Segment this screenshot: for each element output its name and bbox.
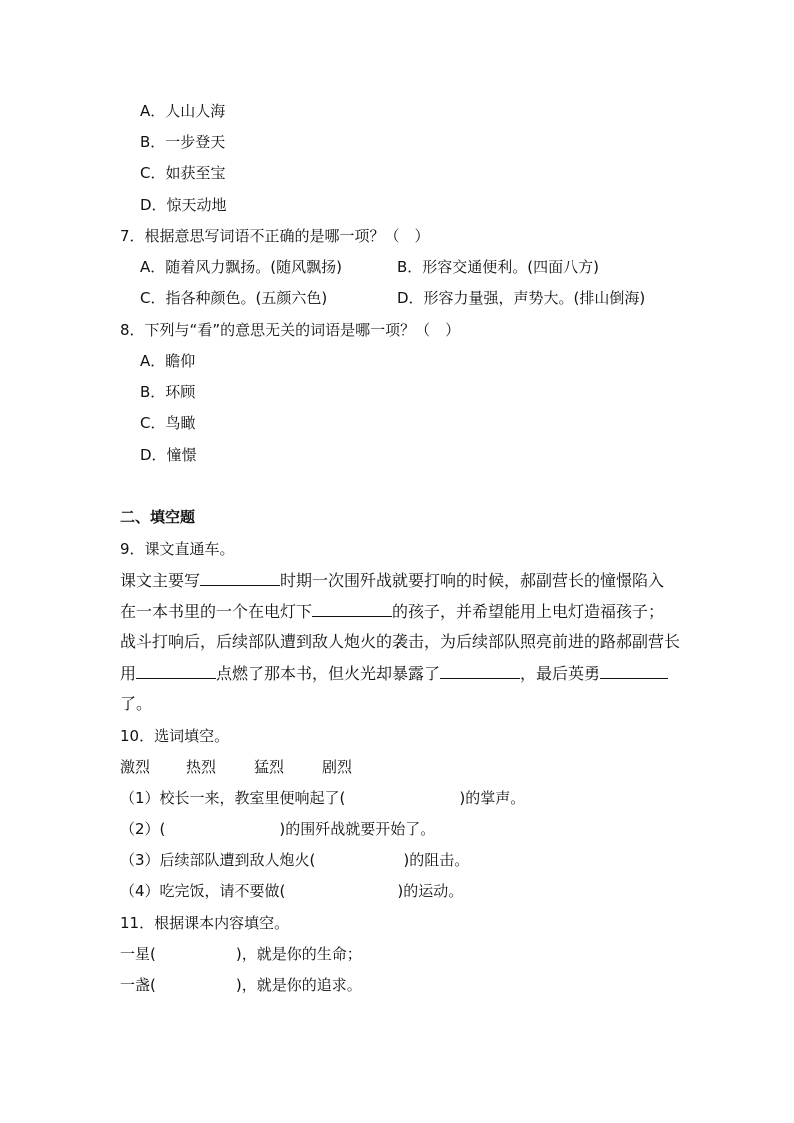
question-8-stem: 8．下列与“看”的意思无关的词语是哪一项？（ ） xyxy=(120,321,461,339)
prev-option-d: D．惊天动地 xyxy=(140,196,227,214)
text: 一盏( xyxy=(120,976,156,994)
question-7-option-b: B．形容交通便利。(四面八方) xyxy=(397,258,599,276)
question-9-stem: 9．课文直通车。 xyxy=(120,540,235,558)
text: （1）校长一来，教室里便响起了( xyxy=(120,789,346,807)
question-7-option-d: D．形容力量强，声势大。(排山倒海) xyxy=(397,289,646,307)
question-9-line-1 xyxy=(120,570,664,590)
text: 点燃了那本书，但火光却暴露了 xyxy=(216,664,441,683)
prev-option-b: B．一步登天 xyxy=(140,133,226,151)
text: )的运动。 xyxy=(397,882,464,900)
prev-option-c: C．如获至宝 xyxy=(140,164,226,182)
prev-option-a: A．人山人海 xyxy=(140,102,226,120)
word-choice: 猛烈 xyxy=(254,758,285,776)
text: )的围歼战就要开始了。 xyxy=(279,820,436,838)
question-8-option-d: D．憧憬 xyxy=(140,446,197,464)
question-10-item-1 xyxy=(120,788,525,808)
question-10-item-3 xyxy=(120,850,469,870)
question-7-stem: 7．根据意思写词语不正确的是哪一项？（ ） xyxy=(120,227,430,245)
fill-blank[interactable] xyxy=(136,663,216,679)
section-title: 二、填空题 xyxy=(120,508,196,526)
question-9-line-2 xyxy=(120,601,664,621)
question-10-item-4 xyxy=(120,881,463,901)
text: )，就是你的生命； xyxy=(235,945,362,963)
question-11-line-2 xyxy=(120,975,362,995)
text: )，就是你的追求。 xyxy=(235,976,362,994)
word-choice: 热烈 xyxy=(186,758,217,776)
text: 用 xyxy=(120,664,137,683)
text: 的孩子，并希望能用上电灯造福孩子； xyxy=(392,602,665,621)
text: )的阻击。 xyxy=(403,851,470,869)
text: 时期一次围歼战就要打响的时候，郝副营长的憧憬陷入 xyxy=(280,571,665,590)
fill-blank[interactable] xyxy=(600,663,668,679)
fill-blank[interactable] xyxy=(200,570,280,586)
question-9-line-5: 了。 xyxy=(120,694,153,713)
text: 课文主要写 xyxy=(120,571,201,590)
text: 在一本书里的一个在电灯下 xyxy=(120,602,313,621)
text: （4）吃完饭，请不要做( xyxy=(120,882,286,900)
question-9-line-3: 战斗打响后，后续部队遭到敌人炮火的袭击，为后续部队照亮前进的路郝副营长 xyxy=(120,632,681,651)
question-10-stem: 10．选词填空。 xyxy=(120,727,230,745)
question-7-option-c: C．指各种颜色。(五颜六色) xyxy=(140,289,328,307)
question-11-stem: 11．根据课本内容填空。 xyxy=(120,914,290,932)
text: 一星( xyxy=(120,945,156,963)
text: （3）后续部队遭到敌人炮火( xyxy=(120,851,316,869)
question-8-option-c: C．鸟瞰 xyxy=(140,414,196,432)
text: ，最后英勇 xyxy=(520,664,601,683)
text: )的掌声。 xyxy=(459,789,526,807)
fill-blank[interactable] xyxy=(312,601,392,617)
question-8-option-b: B．环顾 xyxy=(140,383,196,401)
fill-blank[interactable] xyxy=(440,663,520,679)
word-choice: 剧烈 xyxy=(322,758,353,776)
text: （2）( xyxy=(120,820,166,838)
question-8-option-a: A．瞻仰 xyxy=(140,352,196,370)
question-11-line-1 xyxy=(120,944,362,964)
question-10-item-2 xyxy=(120,819,435,839)
question-9-line-4 xyxy=(120,663,668,683)
question-7-option-a: A．随着风力飘扬。(随风飘扬) xyxy=(140,258,342,276)
word-choice: 激烈 xyxy=(120,758,151,776)
word-bank xyxy=(120,757,352,777)
